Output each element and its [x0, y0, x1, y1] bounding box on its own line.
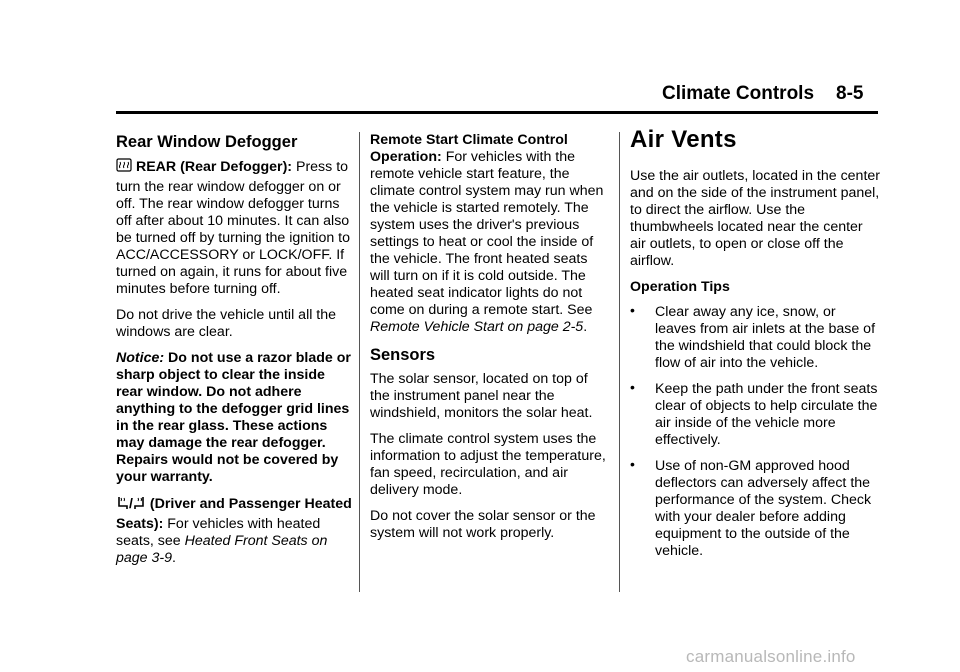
- tip-text: Clear away any ice, snow, or leaves from air inlets at the base of the windshield that could block the flow of air into the vehicle.: [655, 304, 876, 371]
- remote-start-reference[interactable]: Remote Vehicle Start on page 2-5: [370, 319, 584, 335]
- watermark: carmanualsonline.info: [686, 647, 856, 666]
- heated-seats-period: .: [172, 550, 176, 566]
- heated-seats-reference[interactable]: Heated Front Seats on page 3-9: [116, 533, 328, 566]
- air-vents-paragraph: Use the air outlets, located in the center and on the side of the instrument panel, to direct the airflow. Use the thumbwheels located near the center air outlets, to open or close off the airflow.: [630, 168, 880, 269]
- defogger-text: Press to turn the rear window defogger on or off. The rear window defogger turns off after about 10 minutes. It can also be turned off by turning the ignition to ACC/ACCESSORY or LOCK/OFF. If turned on again, it runs for about five minutes before turning off.: [116, 159, 350, 297]
- remote-start-paragraph: [370, 132, 608, 336]
- tip-text: Keep the path under the front seats clear of objects to help circulate the air inside of the vehicle more effectively.: [655, 381, 878, 448]
- list-item: [630, 304, 880, 372]
- remote-start-label: Remote Start Climate Control Operation:: [370, 132, 568, 165]
- column-right: [630, 126, 880, 569]
- remote-start-period: .: [583, 319, 588, 335]
- operation-tips-heading: Operation Tips: [630, 279, 730, 295]
- driver-heated-seat-icon: [116, 495, 129, 516]
- page-number: 8-5: [836, 83, 864, 104]
- windows-clear-paragraph: Do not drive the vehicle until all the windows are clear.: [116, 307, 337, 340]
- climate-info-paragraph: The climate control system uses the information to adjust the temperature, fan speed, recirculation, and air delivery mode.: [370, 431, 606, 498]
- defogger-paragraph: [116, 158, 354, 298]
- notice-label: Notice:: [116, 350, 165, 366]
- column-divider-2: [619, 132, 620, 592]
- heading-air-vents: Air Vents: [630, 126, 737, 153]
- heated-seats-label: (Driver and Passenger Heated Seats):: [116, 496, 352, 532]
- section-title: Climate Controls: [662, 83, 815, 104]
- cover-sensor-paragraph: Do not cover the solar sensor or the system will not work properly.: [370, 508, 596, 541]
- passenger-heated-seat-icon: [133, 495, 146, 516]
- heated-seats-text: For vehicles with heated seats, see: [116, 516, 321, 549]
- column-left: [116, 132, 354, 576]
- list-item: [630, 458, 880, 560]
- operation-tips-list: [630, 304, 880, 560]
- tip-text: Use of non-GM approved hood deflectors can adversely affect the performance of the system. Check with your dealer before adding equipment to the outside of the vehicle.: [655, 458, 872, 559]
- rear-defogger-icon: [116, 158, 132, 179]
- column-middle: [370, 132, 608, 551]
- heading-sensors: Sensors: [370, 346, 436, 364]
- defogger-label: REAR (Rear Defogger):: [135, 159, 293, 175]
- heated-seat-separator: /: [129, 496, 133, 512]
- list-item: [630, 381, 880, 449]
- bullet-icon: •: [630, 302, 635, 318]
- header-rule: [116, 111, 878, 114]
- solar-sensor-paragraph: The solar sensor, located on top of the instrument panel near the windshield, monitors the solar heat.: [370, 371, 593, 421]
- notice-text: Do not use a razor blade or sharp object to clear the inside rear window. Do not adhere anything to the defogger grid lines in the rear glass. These actions may damage the rear defogger. Repairs would not be covered by your warranty.: [116, 350, 351, 485]
- heading-rear-window-defogger: Rear Window Defogger: [116, 133, 298, 151]
- bullet-icon: •: [630, 456, 635, 472]
- notice-paragraph: [116, 350, 354, 486]
- remote-start-text: For vehicles with the remote vehicle start feature, the climate control system may run when the vehicle is started remotely. The system uses the driver's previous settings to heat or cool the inside of the vehicle. The front heated seats will turn on if it is cold outside. The heated seat indicator lights do not come on during a remote start. See: [370, 149, 604, 318]
- bullet-icon: •: [630, 379, 635, 395]
- heated-seats-paragraph: [116, 495, 354, 567]
- column-divider-1: [359, 132, 360, 592]
- page-header: [0, 83, 960, 113]
